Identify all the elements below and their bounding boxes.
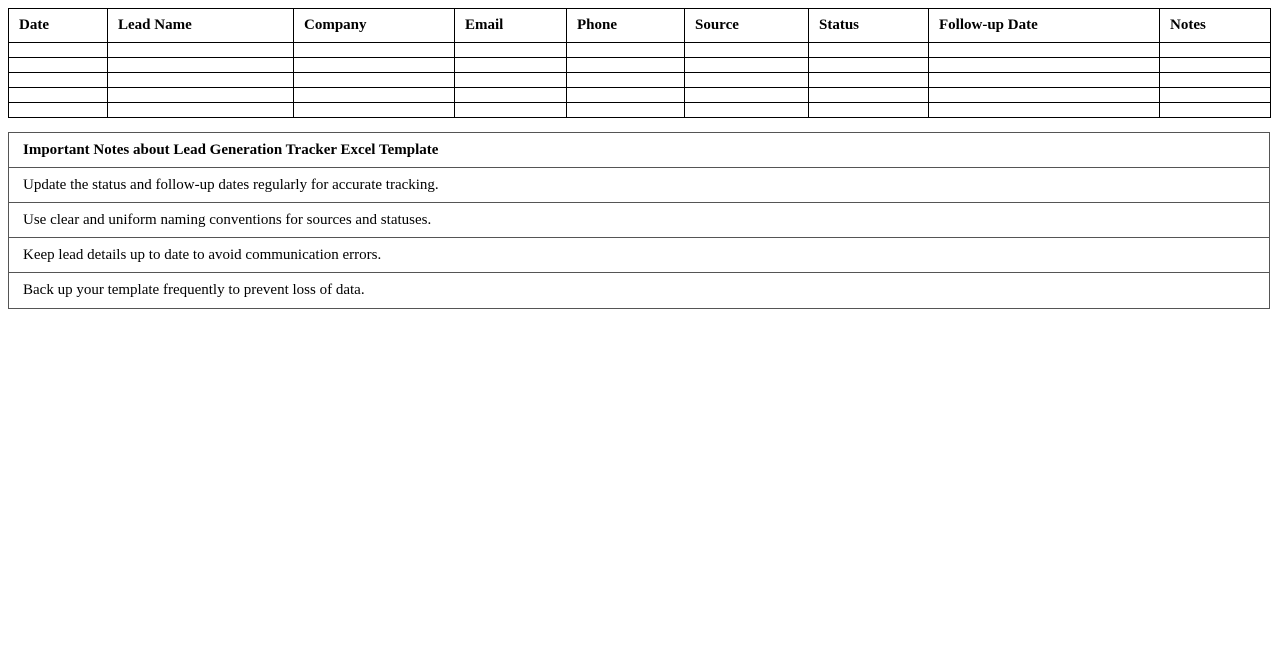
cell-lead-name[interactable] [108, 88, 294, 103]
cell-date[interactable] [9, 73, 108, 88]
note-item: Update the status and follow-up dates regularly for accurate tracking. [9, 168, 1269, 203]
cell-phone[interactable] [567, 103, 685, 118]
table-row[interactable] [9, 73, 1271, 88]
column-header-lead-name: Lead Name [108, 9, 294, 43]
cell-company[interactable] [294, 58, 455, 73]
column-header-status: Status [809, 9, 929, 43]
cell-followup-date[interactable] [929, 103, 1160, 118]
cell-date[interactable] [9, 43, 108, 58]
important-notes-title: Important Notes about Lead Generation Tracker Excel Template [9, 133, 1269, 168]
note-item: Keep lead details up to date to avoid communication errors. [9, 238, 1269, 273]
cell-phone[interactable] [567, 73, 685, 88]
cell-notes[interactable] [1160, 88, 1271, 103]
cell-source[interactable] [685, 73, 809, 88]
cell-notes[interactable] [1160, 103, 1271, 118]
table-header-row [9, 9, 1271, 43]
cell-company[interactable] [294, 103, 455, 118]
cell-email[interactable] [455, 43, 567, 58]
cell-source[interactable] [685, 43, 809, 58]
cell-email[interactable] [455, 73, 567, 88]
cell-company[interactable] [294, 43, 455, 58]
cell-lead-name[interactable] [108, 103, 294, 118]
cell-followup-date[interactable] [929, 58, 1160, 73]
cell-date[interactable] [9, 103, 108, 118]
cell-followup-date[interactable] [929, 88, 1160, 103]
column-header-followup-date: Follow-up Date [929, 9, 1160, 43]
document-body [8, 8, 1270, 309]
cell-company[interactable] [294, 73, 455, 88]
cell-phone[interactable] [567, 43, 685, 58]
column-header-source: Source [685, 9, 809, 43]
cell-status[interactable] [809, 103, 929, 118]
cell-notes[interactable] [1160, 58, 1271, 73]
column-header-notes: Notes [1160, 9, 1271, 43]
table-row[interactable] [9, 58, 1271, 73]
column-header-email: Email [455, 9, 567, 43]
table-header [9, 9, 1271, 43]
column-header-date: Date [9, 9, 108, 43]
cell-lead-name[interactable] [108, 43, 294, 58]
cell-date[interactable] [9, 88, 108, 103]
cell-date[interactable] [9, 58, 108, 73]
table-row[interactable] [9, 43, 1271, 58]
cell-followup-date[interactable] [929, 43, 1160, 58]
cell-company[interactable] [294, 88, 455, 103]
cell-status[interactable] [809, 43, 929, 58]
important-notes-box [8, 132, 1270, 309]
note-item: Back up your template frequently to prevent loss of data. [23, 282, 365, 298]
cell-followup-date[interactable] [929, 73, 1160, 88]
cell-source[interactable] [685, 58, 809, 73]
cell-notes[interactable] [1160, 73, 1271, 88]
cell-email[interactable] [455, 58, 567, 73]
cell-phone[interactable] [567, 58, 685, 73]
cell-phone[interactable] [567, 88, 685, 103]
table-row[interactable] [9, 88, 1271, 103]
lead-generation-tracker-table [8, 8, 1271, 118]
column-header-company: Company [294, 9, 455, 43]
table-row[interactable] [9, 103, 1271, 118]
column-header-phone: Phone [567, 9, 685, 43]
cell-status[interactable] [809, 73, 929, 88]
cell-email[interactable] [455, 88, 567, 103]
cell-source[interactable] [685, 103, 809, 118]
cell-status[interactable] [809, 88, 929, 103]
cell-lead-name[interactable] [108, 58, 294, 73]
cell-lead-name[interactable] [108, 73, 294, 88]
cell-notes[interactable] [1160, 43, 1271, 58]
cell-source[interactable] [685, 88, 809, 103]
cell-status[interactable] [809, 58, 929, 73]
table-body [9, 43, 1271, 118]
cell-email[interactable] [455, 103, 567, 118]
note-item: Use clear and uniform naming conventions for sources and statuses. [9, 203, 1269, 238]
